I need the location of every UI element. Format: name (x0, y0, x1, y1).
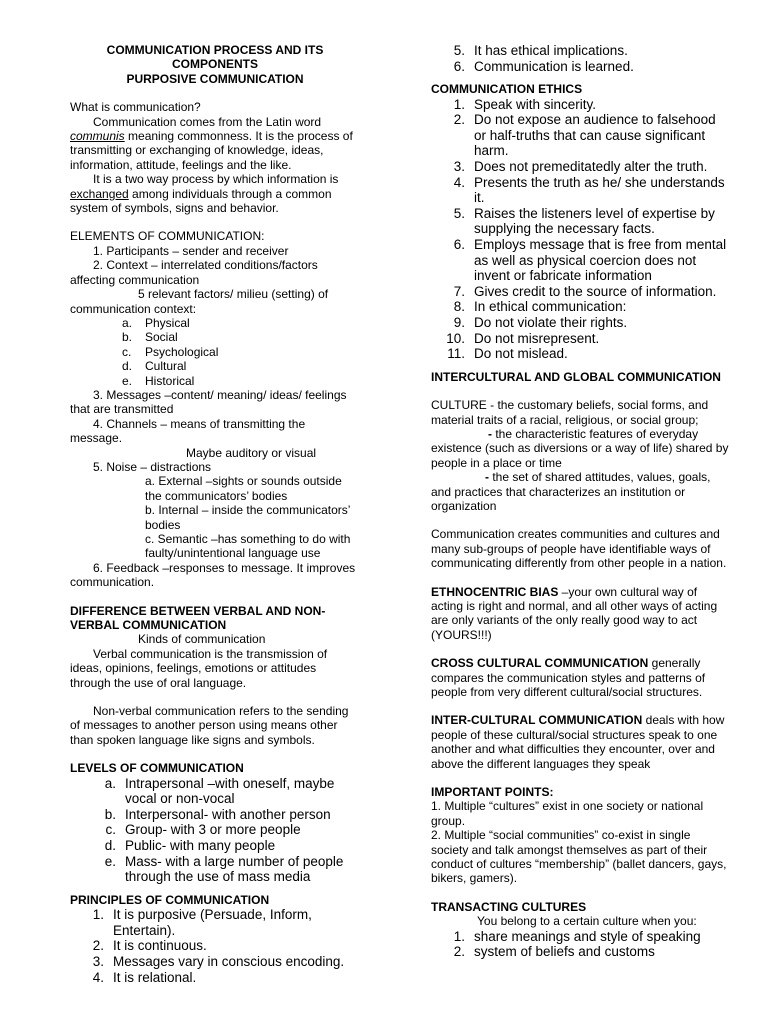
list-item: 5. It has ethical implications. (453, 43, 628, 58)
noise-semantic: c. Semantic –has something to do with faulty/unintentional language use (145, 532, 351, 561)
element-5: 5. Noise – distractions (93, 459, 212, 474)
definition-paragraph-2: It is a two way process by which information is exchanged among individuals through a common system of symbols, signs and behavior. (70, 172, 339, 216)
list-item: 1. It is purposive (Persuade, Inform, Entertain). (92, 907, 312, 938)
list-item: 10. Do not misrepresent. (446, 330, 600, 346)
levels-list (70, 776, 360, 885)
list-item: 7. Gives credit to the source of information. (453, 283, 717, 299)
verbal-paragraph: Verbal communication is the transmission of ideas, opinions, feelings, emotions or attitudes through the use of oral language. (70, 646, 328, 690)
element-4: 4. Channels – means of transmitting the message. (70, 416, 306, 446)
cross-cultural-paragraph: CROSS CULTURAL COMMUNICATION generally compares the communication styles and patterns of people from very different cultural/social structures. (431, 656, 706, 699)
definition-paragraph-1: Communication comes from the Latin word communis meaning commonness. It is the process of transmitting or exchanging of knowledge, ideas, information, attitude, feelings and the like. (70, 114, 353, 172)
list-item: b. Interpersonal- with another person (104, 806, 331, 822)
list-item: d. Public- with many people (104, 838, 276, 854)
transacting-heading: TRANSACTING CULTURES (431, 899, 587, 914)
latin-word: communis (70, 129, 125, 144)
element-2-sub: 5 relevant factors/ milieu (setting) of communication context: (70, 287, 329, 316)
list-item: e. Historical (122, 373, 195, 388)
list-item: 6. Communication is learned. (453, 58, 634, 74)
list-item: 5. Raises the listeners level of expertise by supplying the necessary facts. (453, 205, 715, 237)
ethics-heading: COMMUNICATION ETHICS (431, 82, 583, 97)
list-item: 3. Does not premeditatedly alter the truth. (453, 158, 708, 174)
list-item: a. Intrapersonal –with oneself, maybe vocal or non-vocal (104, 775, 335, 807)
transacting-intro: You belong to a certain culture when you: (477, 914, 697, 929)
important-points-heading: IMPORTANT POINTS: (431, 785, 554, 800)
noise-external: a. External –sights or sounds outside the communicators’ bodies (145, 474, 342, 503)
list-item: 2. Do not expose an audience to falsehood or half-truths that can cause significant harm. (453, 112, 716, 159)
element-6: 6. Feedback –responses to message. It improves communication. (70, 560, 356, 590)
list-item: 2. It is continuous. (92, 938, 207, 954)
what-question: What is communication? (70, 100, 201, 115)
elements-heading: ELEMENTS OF COMMUNICATION: (70, 229, 265, 244)
principles-list (70, 907, 360, 985)
culture-definition-2: - the characteristic features of everyday existence (such as diversions or a way of life) shared by people in a place or time (431, 426, 729, 470)
nonverbal-paragraph: Non-verbal communication refers to the sending of messages to another person using means other than spoken language like signs and symbols. (70, 704, 349, 747)
important-point-1: 1. Multiple “cultures” exist in one society or national group. (431, 799, 704, 828)
factors-list (70, 316, 360, 388)
list-item: 3. Messages vary in conscious encoding. (92, 954, 345, 970)
element-3: 3. Messages –content/ meaning/ ideas/ feelings that are transmitted (70, 387, 347, 417)
list-item: 4. Presents the truth as he/ she understands it. (453, 174, 725, 206)
inter-cultural-paragraph: INTER-CULTURAL COMMUNICATION deals with how people of these cultural/social structures speak to one another and what difficulties they encounter, over and above the different languages they speak (431, 713, 725, 771)
principles-list-continued (431, 43, 731, 74)
levels-heading: LEVELS OF COMMUNICATION (70, 761, 244, 776)
communities-paragraph: Communication creates communities and cultures and many sub-groups of people have identifiable ways of communicating differently from other people in a nation. (431, 527, 727, 571)
element-2: 2. Context – interrelated conditions/factors affecting communication (70, 258, 318, 287)
list-item: 6. Employs message that is free from mental as well as physical coercion does not invent or fabricate information (453, 236, 727, 284)
kinds-subheading: Kinds of communication (138, 632, 266, 647)
list-item: 1. Speak with sincerity. (453, 96, 597, 112)
ethnocentric-paragraph: ETHNOCENTRIC BIAS –your own cultural way of acting is right and normal, and all other ways of acting are only variants of the only really good way to act (YOURS!!!) (431, 584, 718, 642)
element-1: 1. Participants – sender and receiver (93, 243, 289, 258)
list-item: c. Psychological (122, 344, 219, 359)
list-item: 4. It is relational. (92, 969, 197, 985)
ethics-list (431, 97, 731, 362)
list-item: 1. share meanings and style of speaking (453, 928, 701, 944)
list-item: d. Cultural (122, 359, 187, 374)
list-item: c. Group- with 3 or more people (105, 822, 301, 838)
noise-internal: b. Internal – inside the communicators’ bodies (145, 503, 350, 532)
culture-definition-1: CULTURE - the customary beliefs, social forms, and material traits of a racial, religious, or social group; (431, 398, 709, 427)
list-item: 11. Do not mislead. (447, 346, 568, 362)
list-item: a. Physical (122, 315, 190, 330)
list-item: b. Social (122, 330, 178, 345)
intercultural-heading: INTERCULTURAL AND GLOBAL COMMUNICATION (431, 369, 721, 384)
culture-definition-3: - the set of shared attitudes, values, goals, and practices that characterizes an institution or organization (431, 470, 711, 513)
list-item: 2. system of beliefs and customs (453, 944, 655, 960)
element-4-sub: Maybe auditory or visual (186, 445, 317, 460)
list-item: 9. Do not violate their rights. (453, 314, 628, 330)
right-column (431, 43, 731, 960)
left-column (70, 43, 360, 985)
document-title: COMMUNICATION PROCESS AND ITS COMPONENTS PURPOSIVE COMMUNICATION (106, 43, 324, 86)
list-item: e. Mass- with a large number of people through the use of mass media (104, 853, 344, 885)
principles-heading: PRINCIPLES OF COMMUNICATION (70, 892, 270, 907)
exchanged-word: exchanged (70, 186, 129, 201)
difference-heading: DIFFERENCE BETWEEN VERBAL AND NON-VERBAL COMMUNICATION (70, 603, 326, 633)
list-item: 8. In ethical communication: (453, 299, 627, 315)
transacting-list (431, 929, 731, 960)
important-point-2: 2. Multiple “social communities” co-exist in single society and talk amongst themselves as part of their conduct of cultures “membership” (ballet dancers, gays, bikers, gamers). (431, 828, 727, 886)
